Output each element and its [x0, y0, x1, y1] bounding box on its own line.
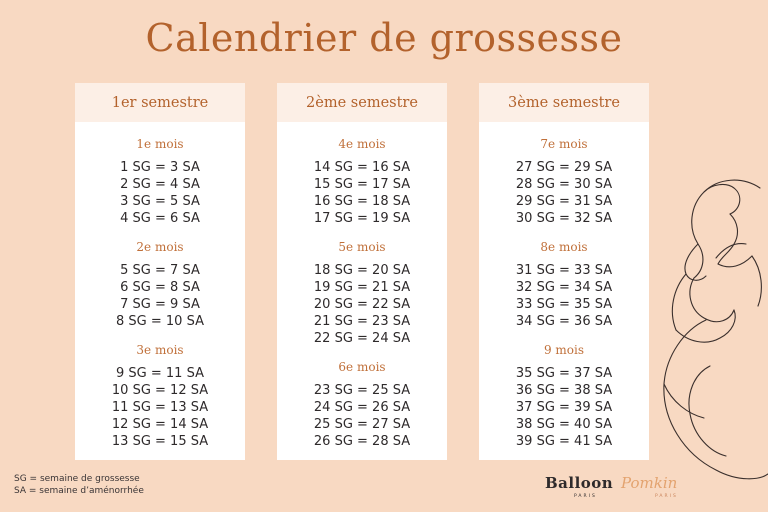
week-row: 21 SG = 23 SA: [313, 314, 411, 329]
legend-sa: SA = semaine d’aménorrhée: [14, 486, 144, 496]
week-row: 4 SG = 6 SA: [120, 211, 200, 226]
week-row: 9 SG = 11 SA: [116, 366, 204, 381]
column-2eme-semestre: [277, 83, 447, 460]
week-row: 35 SG = 37 SA: [515, 366, 613, 381]
balloon-logo: Balloon: [545, 474, 614, 492]
month-label: 5e mois: [338, 240, 386, 254]
month-label: 2e mois: [136, 240, 184, 254]
week-row: 28 SG = 30 SA: [515, 177, 613, 192]
week-row: 16 SG = 18 SA: [313, 194, 411, 209]
week-row: 1 SG = 3 SA: [120, 160, 200, 175]
pomkin-logo-sub: PARIS: [655, 494, 678, 499]
month-label: 8e mois: [540, 240, 588, 254]
month-label: 6e mois: [338, 360, 386, 374]
week-row: 8 SG = 10 SA: [116, 314, 204, 329]
week-row: 32 SG = 34 SA: [515, 280, 613, 295]
week-row: 20 SG = 22 SA: [313, 297, 411, 312]
week-row: 26 SG = 28 SA: [313, 434, 411, 449]
week-row: 39 SG = 41 SA: [515, 434, 613, 449]
legend-sg: SG = semaine de grossesse: [14, 474, 140, 484]
legend: [14, 473, 144, 497]
month-label: 4e mois: [338, 137, 386, 151]
week-row: 24 SG = 26 SA: [313, 400, 411, 415]
week-row: 13 SG = 15 SA: [111, 434, 209, 449]
week-row: 3 SG = 5 SA: [120, 194, 200, 209]
week-row: 34 SG = 36 SA: [515, 314, 613, 329]
month-label: 3e mois: [136, 343, 184, 357]
week-row: 15 SG = 17 SA: [313, 177, 411, 192]
week-row: 11 SG = 13 SA: [111, 400, 209, 415]
week-row: 17 SG = 19 SA: [313, 211, 411, 226]
week-row: 31 SG = 33 SA: [515, 263, 613, 278]
pomkin-logo: Pomkin: [621, 474, 678, 492]
column-header: 1er semestre: [75, 83, 245, 122]
week-row: 10 SG = 12 SA: [111, 383, 209, 398]
month-label: 1e mois: [136, 137, 184, 151]
week-row: 36 SG = 38 SA: [515, 383, 613, 398]
week-row: 33 SG = 35 SA: [515, 297, 613, 312]
week-row: 14 SG = 16 SA: [313, 160, 411, 175]
page-title: Calendrier de grossesse: [145, 16, 623, 60]
column-header: 3ème semestre: [479, 83, 649, 122]
column-1er-semestre: [75, 83, 245, 460]
month-label: 9 mois: [543, 343, 585, 357]
week-row: 22 SG = 24 SA: [313, 331, 411, 346]
column-header: 2ème semestre: [277, 83, 447, 122]
week-row: 6 SG = 8 SA: [120, 280, 200, 295]
month-label: 7e mois: [540, 137, 588, 151]
week-row: 25 SG = 27 SA: [313, 417, 411, 432]
week-row: 5 SG = 7 SA: [120, 263, 200, 278]
balloon-logo-sub: PARIS: [574, 494, 597, 499]
week-row: 37 SG = 39 SA: [515, 400, 613, 415]
week-row: 23 SG = 25 SA: [313, 383, 411, 398]
week-row: 2 SG = 4 SA: [120, 177, 200, 192]
week-row: 38 SG = 40 SA: [515, 417, 613, 432]
column-3eme-semestre: [479, 83, 649, 460]
week-row: 18 SG = 20 SA: [313, 263, 411, 278]
week-row: 27 SG = 29 SA: [515, 160, 613, 175]
week-row: 19 SG = 21 SA: [313, 280, 411, 295]
week-row: 12 SG = 14 SA: [111, 417, 209, 432]
week-row: 30 SG = 32 SA: [515, 211, 613, 226]
week-row: 29 SG = 31 SA: [515, 194, 613, 209]
week-row: 7 SG = 9 SA: [120, 297, 200, 312]
pregnant-woman-illustration-icon: [660, 170, 768, 512]
